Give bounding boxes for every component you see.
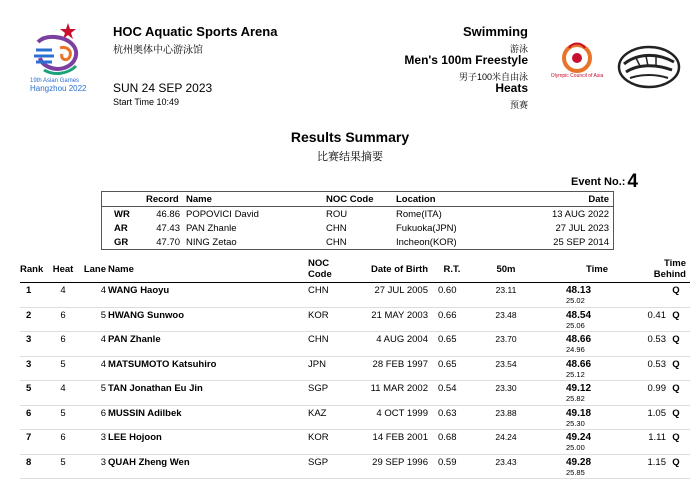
result-time: 49.12 <box>566 383 592 394</box>
result-lane: 4 <box>100 285 106 296</box>
result-time-behind: 0.41 <box>647 309 666 321</box>
records-header-location: Location <box>396 192 546 207</box>
result-heat: 6 <box>60 432 66 443</box>
record-holder: NING Zetao <box>186 236 237 248</box>
event-name-cn: 男子100米自由泳 <box>458 72 528 82</box>
result-athlete: HWANG Sunwoo <box>108 309 184 321</box>
records-header-record: Record <box>146 192 186 207</box>
result-dob: 4 OCT 1999 <box>376 407 428 419</box>
result-lane: 4 <box>100 358 106 370</box>
result-time-behind: 1.11 <box>648 432 666 443</box>
result-dob: 27 JUL 2005 <box>374 285 428 296</box>
results-header-time-behind: Time Behind <box>608 256 690 283</box>
qualified-badge: Q <box>672 383 680 394</box>
result-rank: 3 <box>26 358 32 370</box>
records-header-name: Name <box>186 192 326 207</box>
record-holder: PAN Zhanle <box>186 222 237 234</box>
records-table <box>101 191 614 250</box>
result-row <box>20 405 690 430</box>
result-row <box>20 283 690 308</box>
record-location: Fukuoka(JPN) <box>396 222 457 234</box>
result-time: 48.66 <box>566 358 592 370</box>
result-split-50m: 23.30 <box>495 383 517 393</box>
result-rank: 7 <box>26 432 32 443</box>
venue-name: HOC Aquatic Sports Arena <box>113 24 278 39</box>
oca-logo-caption: Olympic Council of Asia <box>550 73 604 79</box>
result-row <box>20 332 690 357</box>
result-row <box>20 454 690 479</box>
asian-games-logo-caption: 19th Asian Games Hangzhou 2022 <box>30 78 87 93</box>
start-time: Start Time 10:49 <box>113 97 180 107</box>
result-dob: 29 SEP 1996 <box>372 456 428 468</box>
result-reaction-time: 0.59 <box>438 456 457 468</box>
result-dob: 28 FEB 1997 <box>372 358 428 370</box>
result-split-50m: 23.54 <box>495 358 517 369</box>
record-holder: POPOVICI David <box>186 208 259 220</box>
record-date: 13 AUG 2022 <box>551 208 609 220</box>
result-noc: KOR <box>308 432 329 443</box>
results-header-heat: Heat <box>50 256 76 283</box>
results-header-noc: NOC Code <box>308 256 350 283</box>
results-header-dob: Date of Birth <box>350 256 428 283</box>
result-reaction-time: 0.54 <box>438 383 457 394</box>
result-dob: 4 AUG 2004 <box>376 334 428 345</box>
page-title-cn: 比赛结果摘要 <box>317 151 383 163</box>
result-split-second: 25.12 <box>566 369 585 379</box>
result-lane: 3 <box>100 432 106 443</box>
qualified-badge: Q <box>672 407 680 419</box>
qualified-badge: Q <box>672 432 680 443</box>
record-row <box>102 235 613 249</box>
record-noc: CHN <box>326 236 347 248</box>
result-split-50m: 23.43 <box>495 456 517 467</box>
result-lane: 4 <box>100 334 106 345</box>
result-time: 48.54 <box>566 309 592 321</box>
result-athlete: LEE Hojoon <box>108 432 162 443</box>
result-time: 49.24 <box>566 432 592 443</box>
result-reaction-time: 0.63 <box>438 407 457 419</box>
results-header-time: Time <box>536 256 608 283</box>
records-header-noc: NOC Code <box>326 192 396 207</box>
sport-name: Swimming <box>462 24 528 39</box>
page-title: Results Summary <box>290 129 410 145</box>
result-noc: CHN <box>308 334 329 345</box>
result-rank: 3 <box>26 334 32 345</box>
phase-name: Heats <box>495 81 528 95</box>
results-header-split: 50m <box>476 256 536 283</box>
result-time-behind: 0.99 <box>647 383 666 394</box>
sport-name-cn: 游泳 <box>509 44 528 54</box>
result-time-behind: 0.53 <box>647 334 666 345</box>
record-noc: CHN <box>326 222 347 234</box>
result-athlete: WANG Haoyu <box>108 285 170 296</box>
result-lane: 5 <box>100 383 106 394</box>
result-heat: 4 <box>60 285 66 296</box>
result-split-50m: 23.11 <box>495 285 517 295</box>
result-time: 48.13 <box>566 285 592 296</box>
event-number-label: Event No.: <box>571 176 626 188</box>
result-heat: 6 <box>60 309 66 321</box>
result-time-behind: 0.53 <box>647 358 666 370</box>
record-type: AR <box>114 222 128 234</box>
result-heat: 5 <box>60 456 66 468</box>
record-date: 27 JUL 2023 <box>555 222 609 234</box>
record-row <box>102 207 613 222</box>
result-noc: CHN <box>308 285 329 296</box>
venue-name-cn: 杭州奥体中心游泳馆 <box>113 45 203 56</box>
result-dob: 11 MAR 2002 <box>370 383 428 394</box>
result-heat: 5 <box>60 358 66 370</box>
results-header-rank: Rank <box>20 256 50 283</box>
qualified-badge: Q <box>672 456 680 468</box>
results-header-rt: R.T. <box>428 256 476 283</box>
phase-name-cn: 预赛 <box>509 100 528 110</box>
result-split-second: 25.85 <box>566 467 585 477</box>
result-rank: 1 <box>26 285 32 296</box>
result-heat: 5 <box>60 407 66 419</box>
result-noc: SGP <box>308 383 329 394</box>
event-number <box>571 171 638 193</box>
result-reaction-time: 0.65 <box>438 334 457 345</box>
event-date: SUN 24 SEP 2023 <box>113 81 213 95</box>
result-split-second: 25.82 <box>566 394 585 403</box>
result-heat: 6 <box>60 334 66 345</box>
result-split-50m: 23.48 <box>495 309 517 320</box>
record-type: WR <box>114 208 130 220</box>
oca-logo <box>547 40 607 86</box>
result-split-second: 24.96 <box>566 345 585 354</box>
record-location: Incheon(KOR) <box>396 236 457 248</box>
results-header-lane: Lane <box>76 256 106 283</box>
result-dob: 14 FEB 2001 <box>372 432 428 443</box>
result-reaction-time: 0.60 <box>438 285 457 296</box>
result-athlete: MUSSIN Adilbek <box>108 407 182 419</box>
result-row <box>20 430 690 455</box>
result-lane: 5 <box>100 309 106 321</box>
result-split-second: 25.00 <box>566 443 585 452</box>
record-row <box>102 221 613 235</box>
event-number-value: 4 <box>627 171 638 192</box>
qualified-badge: Q <box>672 358 680 370</box>
record-type: GR <box>114 236 129 248</box>
records-header-date: Date <box>546 192 613 207</box>
result-athlete: QUAH Zheng Wen <box>108 456 190 468</box>
event-name: Men's 100m Freestyle <box>404 53 528 67</box>
result-athlete: PAN Zhanle <box>108 334 161 345</box>
record-mark: 46.86 <box>156 208 180 220</box>
result-rank: 2 <box>26 309 32 321</box>
record-location: Rome(ITA) <box>396 208 442 220</box>
result-noc: SGP <box>308 456 329 468</box>
result-time: 49.28 <box>566 456 592 468</box>
result-noc: JPN <box>308 358 326 370</box>
result-noc: KOR <box>308 309 329 321</box>
result-reaction-time: 0.66 <box>438 309 457 321</box>
results-table <box>20 256 690 479</box>
hangzhou-emblem-icon <box>616 44 682 90</box>
result-split-50m: 23.88 <box>495 407 517 418</box>
result-lane: 6 <box>100 407 106 419</box>
result-split-second: 25.06 <box>566 320 585 330</box>
result-time-behind: 1.05 <box>647 407 666 419</box>
record-noc: ROU <box>326 208 348 220</box>
result-time-behind: 1.15 <box>647 456 666 468</box>
result-split-second: 25.30 <box>566 418 585 428</box>
result-noc: KAZ <box>308 407 327 419</box>
result-reaction-time: 0.68 <box>438 432 457 443</box>
result-rank: 5 <box>26 383 32 394</box>
results-header-name: Name <box>106 256 308 283</box>
result-time: 49.18 <box>566 407 592 419</box>
record-mark: 47.43 <box>156 222 180 234</box>
result-athlete: MATSUMOTO Katsuhiro <box>108 358 217 370</box>
result-row <box>20 381 690 406</box>
result-split-second: 25.02 <box>566 296 585 305</box>
qualified-badge: Q <box>672 309 680 321</box>
result-rank: 6 <box>26 407 32 419</box>
result-split-50m: 24.24 <box>495 432 517 442</box>
result-dob: 21 MAY 2003 <box>371 309 428 321</box>
result-split-50m: 23.70 <box>495 334 517 344</box>
result-reaction-time: 0.65 <box>438 358 457 370</box>
qualified-badge: Q <box>672 334 680 345</box>
result-row <box>20 356 690 381</box>
result-row <box>20 307 690 332</box>
record-date: 25 SEP 2014 <box>553 236 609 248</box>
result-lane: 3 <box>100 456 106 468</box>
qualified-badge: Q <box>672 285 680 296</box>
result-athlete: TAN Jonathan Eu Jin <box>108 383 203 394</box>
record-mark: 47.70 <box>156 236 180 248</box>
result-rank: 8 <box>26 456 32 468</box>
result-time: 48.66 <box>566 334 592 345</box>
result-heat: 4 <box>60 383 66 394</box>
